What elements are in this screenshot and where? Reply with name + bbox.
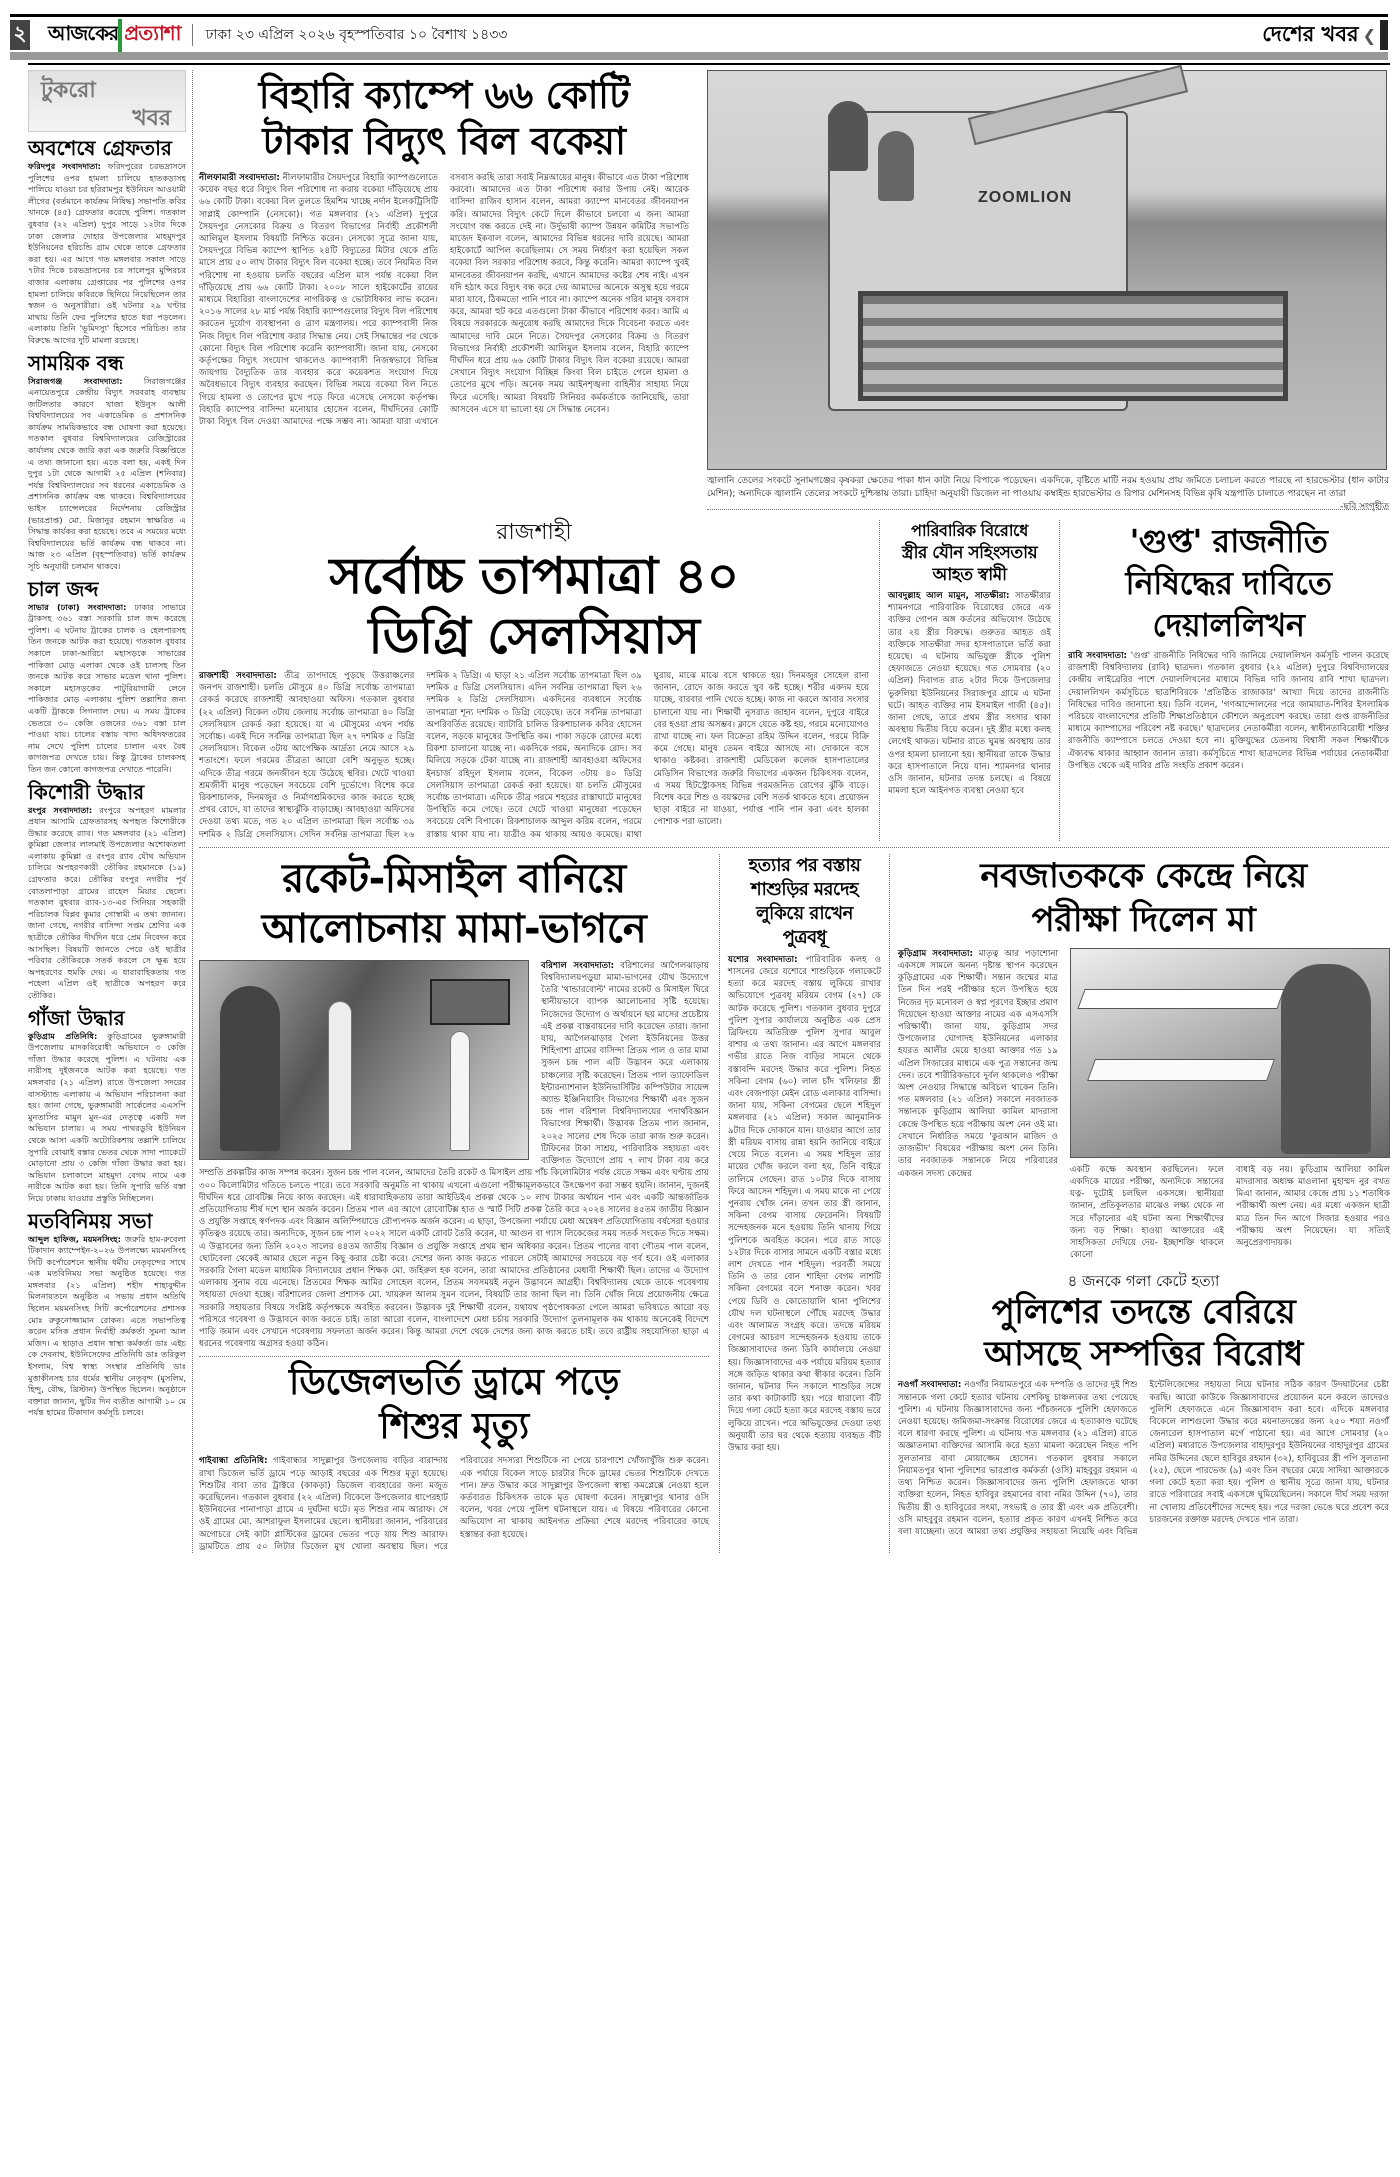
article-body-col2 bbox=[1070, 1164, 1224, 1262]
person-figure bbox=[220, 986, 280, 1151]
sidebar bbox=[28, 70, 186, 1553]
article-body-col3 bbox=[1236, 1164, 1390, 1262]
masthead-shade-bar bbox=[10, 52, 1388, 60]
byline: রাবি সংবাদদাতা: bbox=[1068, 651, 1127, 661]
laptop-shape bbox=[430, 979, 510, 1025]
headline-line: 'গুপ্ত' রাজনীতি bbox=[1129, 522, 1328, 560]
photo-credit: -ছবি সংগৃহীত bbox=[1340, 502, 1389, 512]
body-text: মাতৃত্ব আর পড়াশোনা একসঙ্গে সামলে অনন্য দৃষ্টান্ত স্থাপন করেছেন কুড়িগ্রামের এক শিক্ষার্থী। সন্তান জন্মের মাত্র তিন দিন পরই পরীক্ষার হলে উপস্থিত হয়ে নিজের দৃঢ় মনোবল ও স্বপ্ন পূরণের ইচ্ছার প্রমাণ দিয়েছেন হাওয়া আক্তার নামের এক এসএসসি পরিক্ষার্থী। জানা যায়, কুড়িগ্রাম সদর উপজেলার ঘোগাদহ ইউনিয়নের এলাকার হযরত আলীর মেয়ে হাওয়া আক্তার গত ১৯ এপ্রিল সিজারের মাধ্যমে এক পুত্র সন্তানের জন্ম দেন। তবে শারীরিকভাবে দুর্বল থাকলেও পরীক্ষা অংশ নেওয়ার সিদ্ধান্তে অবিচল থাকেন তিনি। গত মঙ্গলবার (২১ এপ্রিল) সকালে নবজাতক সন্তানকে কুড়িগ্রাম আলিয়া কামিল মাদরাসা কেন্দ্রে উপস্থিত হয়ে পরীক্ষায় অংশ নেন ওই মা। সেখানে নির্ধারিত সময়ে 'কুরআন মাজিদ ও তাজভীদ' বিষয়ের পরীক্ষায় অংশ নেন তিনি। তার নবজাতক সন্তানকে নিয়ে পরিবারের একজন সদস্য কেন্দ্রের bbox=[898, 948, 1058, 1179]
headline-rajshahi bbox=[199, 546, 869, 666]
operator-figure bbox=[878, 131, 914, 201]
article-body-col1 bbox=[898, 948, 1058, 1262]
article-body bbox=[199, 172, 689, 428]
left-stack bbox=[199, 854, 719, 1553]
headline-line: আহত স্বামী bbox=[932, 565, 1007, 585]
harvester-label: ZOOMLION bbox=[978, 189, 1073, 206]
sidebar-item bbox=[28, 577, 186, 776]
main-area bbox=[199, 70, 1389, 1553]
headline-line: স্ত্রীর যৌন সহিংসতায় bbox=[901, 543, 1038, 563]
article-rajshahi bbox=[199, 520, 879, 841]
section-divider bbox=[199, 1356, 709, 1357]
paper-logo bbox=[48, 19, 180, 52]
sidebar-item bbox=[28, 780, 186, 1002]
sidebar-item bbox=[28, 1209, 186, 1420]
sidebar-item-body: জরুরি হাম-রুবেলা টিকাদান ক্যাম্পেইন-২০২৬ উপলক্ষ্যে ময়মনসিংহ সিটি কর্পোরেশনে স্থানীয় ধর্মীয় নেতৃবৃন্দের সাথে এক মতবিনিময় সভা অনুষ্ঠিত হয়েছে। গত মঙ্গলবার (২১ এপ্রিল) শহীদ শাহাবুদ্দীন মিলনায়তনে অনুষ্ঠিত এ সভায় প্রধান অতিথি ছিলেন ময়মনসিংহ সিটি কর্পোরেশনের প্রশাসক মোঃ রুকুনোজ্জামান রোকন। এতে সভাপতিত্ব করেন মসিক প্রধান নির্বাহী কর্মকর্তা সুমনা আল মজিদ। এ ছাড়াও প্রধান স্বাস্থ্য কর্মকর্তা ডাঃ এইচ কে দেবনাথ, ইউনিসেফের প্রতিনিধি ডাঃ তরিকুল ইসলাম, বিশ্ব স্বাস্থ্য সংস্থার প্রতিনিধি ডাঃ মুত্তাকীনসহ চার ধর্মের স্থানীয় নেতৃবৃন্দ (মুসলিম, হিন্দু, বৌদ্ধ, খ্রিস্টান) উপস্থিত ছিলেন। অনুষ্ঠানে বক্তারা জানান, ছুটির দিন ব্যতীত আগামী ১০ মে পর্যন্ত হামের টিকাদান কর্মসূচি চলবে। bbox=[28, 1233, 186, 1418]
sidebar-item-body: রংপুরে অপহরণ মামলার প্রধান আসামি গ্রেফতারসহ অপহৃত কিশোরীকে উদ্ধার করেছে র‌্যাব। গত মঙ্গলবার (২১ এপ্রিল) কুমিল্লা জেলার লালমাই উপজেলার অশোকতলা এলাকায় কুমিল্লা ও রংপুর র‌্যাব যৌথ অভিযান চালিয়ে অপহরণকারী তৌকির রহমানকে (১৯) গ্রেফতার করে। তৌকির রংপুর নগরীর পূর্ব বোতলাপাড়া গ্রামের রাহেল মিয়ার ছেলে। গতকাল বুধবার র‌্যাব-১৩-এর সিনিয়র সহকারী পরিচালক বিপ্লব কুমার গোস্বামী এ তথ্য জানান। জানা গেছে, নগরীর বাসিন্দা সপ্তম শ্রেণির এক ছাত্রীকে তৌকির দীর্ঘদিন ধরে প্রেম নিবেদন করে আসছিল। বিষয়টি জানতে পেরে ওই ছাত্রীর পরিবার তৌকিরকে সতর্ক করলে সে ক্ষুব্ধ হয়ে অপহরণের হুমকি দেয়। এ ধারাবাহিকতায় গত পহেলা এপ্রিল ওই ছাত্রীকে অপহরণ করে তৌকির। bbox=[28, 804, 186, 1000]
headline-newborn bbox=[898, 854, 1389, 942]
row-top bbox=[199, 70, 1389, 514]
chevron-left-icon: ❮ bbox=[1362, 25, 1376, 45]
headline-naogaon bbox=[898, 1291, 1389, 1375]
byline: রাজশাহী সংবাদদাতা: bbox=[199, 671, 277, 681]
article-rocket bbox=[199, 854, 709, 1351]
dateline: ঢাকা ২৩ এপ্রিল ২০২৬ বৃহস্পতিবার ১০ বৈশাখ ১৪৩৩ bbox=[205, 27, 508, 43]
body-text: নীলফামারীর সৈয়দপুরে বিহারি ক্যাম্পগুলোতে কয়েক বছর ধরে বিদ্যুৎ বিল পরিশোধ না করায় বকেয়া দাঁড়িয়েছে প্রায় ৬৬ কোটি টাকা। বকেয়া বিল তুলতে হিমশিম খাচ্ছে নর্দান ইলেকট্রিসিটি সাপ্লাই কোম্পানি (নেসকো)। গত মঙ্গলবার (২১ এপ্রিল) দুপুরে সৈয়দপুর নেসকোর বিক্রয় ও বিতরণ বিভাগের নির্বাহী প্রকৌশলী আলিমুল ইসলাম বিষয়টি নিশ্চিত করেন। নেসকো সূত্রে জানা যায়, সৈয়দপুরে বিভিন্ন ক্যাম্পে স্থাপিত ২৪টি বিদ্যুতের মিটার থেকে প্রতি মাসে প্রায় ৫০ লাখ টাকার বিদ্যুৎ বিল বকেয়া হচ্ছে। তবে নিয়মিত বিল পরিশোধ না হওয়ায় চলতি বছরের এপ্রিল মাস পর্যন্ত বকেয়া বিল দাঁড়িয়েছে প্রায় ৬৬ কোটি টাকা। ২০০৮ সালে হাইকোর্টের রায়ের মাধ্যমে বিহারিরা বাংলাদেশের নাগরিকত্ব ও ভোটাধিকার লাভ করেন। ২০১৬ সালের ২৮ মার্চ পর্যন্ত বিহারি ক্যাম্পগুলোর বিদ্যুৎ বিল পরিশোধ করতেন দুর্যোগ ব্যবস্থাপনা ও ত্রাণ মন্ত্রণালয়। পরে ক্যাম্পবাসী নিজ নিজ বিদ্যুৎ বিল পরিশোধ করার সিদ্ধান্ত নেয়। সেই সিদ্ধান্তের পর থেকে কোনো বিদ্যুৎ বিল পরিশোধ করেনি ক্যাম্পবাসী। জানা যায়, নেসকো কর্তৃপক্ষের বিদ্যুৎ সংযোগ থাকলেও ক্যাম্পবাসী নিজস্বভাবে বিভিন্ন জায়গায় বৈদ্যুতিক তার ব্যবহার করে কয়েকশত সংযোগ দিয়ে অবৈধভাবে বিদ্যুৎ ব্যবহার করছেন। বিভিন্ন সময়ে বকেয়া বিল নিতে গিয়ে হামলা ও তোপের মুখে পড়ে ফিরে এসেছে নেসকো কর্তৃপক্ষ। বিহারি ক্যাম্পের বাসিন্দা মনোয়ার হোসেন বলেন, দীর্ঘদিনের কোটি টাকা বিদ্যুৎ বিল দেওয়া আমাদের পক্ষে সম্ভব না। আমরা যারা এখানে বসবাস করছি তারা সবাই নিম্নআয়ের মানুষ। কীভাবে এত টাকা পরিশোধ করবো। আমাদের এত টাকা পরিশোধ করার উপায় নেই। আরেক বাসিন্দা রাজিব হাসান বলেন, আমরা ক্যাম্পে মানবেতর জীবনযাপন করি। আমাদের বিদ্যুৎ কেটে দিলে কীভাবে চলবো এ জন্য আমরা সংযোগ বন্ধ করতে দেই না। উর্দুভাষী ক্যাম্প উন্নয়ন কমিটির সভাপতি মাজেদ ইকবাল বলেন, আমাদের বিভিন্ন ধরনের দাবি রয়েছে। আমরা হাইকোর্টে আপিল করেছিলাম। সে সময় নির্ধারণ করা হয়েছিল সকল বকেয়া বিল সরকার পরিশোধ করবে, কিন্তু করেনি। আমরা ক্যাম্পে খুবই মানবেতর জীবনযাপন করছি, এখানে আমাদের কষ্টের শেষ নাই। এখন যদি হঠাৎ করে বিদ্যুৎ বন্ধ করে দেয় আমাদের অনেকে অসুস্থ হয়ে গরমে মারা যাবে, ঠিকমতো পানি পাবে না। ক্যাম্পে অনেক গরিব মানুষ বসবাস করে, আমরা হুট করে এতগুলো টাকা কীভাবে পরিশোধ করব। আমি এ বিষয়ে সরকারকে অনুরোধ করছি আমাদের দিকে বিবেচনা করতে এবং আমাদের দাবি মেনে নিতে। সৈয়দপুর নেসকোর বিক্রয় ও বিতরণ বিভাগের নির্বাহী প্রকৌশলী আলিমুল ইসলাম বলেন, বিহারি ক্যাম্পে দীর্ঘদিন ধরে প্রায় ৬৬ কোটি টাকার বিদ্যুৎ বিল বকেয়া রয়েছে। আমরা সেখানে বিদ্যুৎ সংযোগ বিচ্ছিন্ন কিংবা বিল চাইতে গেলে হামলা ও তোপের মুখে পড়ি। অনেক সময় আইনশৃঙ্খলা বাহিনীর সাহায্য নিয়ে ফিরে এসেছি। আমরা বিষয়টি সিনিয়র কর্মকর্তাকে জানিয়েছি, তারা আসবেন এসে যা ভালো হয় সে সিদ্ধান্ত নেবেন। bbox=[199, 173, 689, 428]
article-spouse-attack bbox=[879, 520, 1059, 841]
headline-line: আলোচনায় মামা-ভাগনে bbox=[261, 905, 647, 952]
page-number: ২ bbox=[13, 20, 27, 45]
sidebar-item-byline: রংপুর সংবাদদাতা: bbox=[28, 804, 93, 815]
sidebar-item-byline: কুড়িগ্রাম প্রতিনিধি: bbox=[28, 1030, 98, 1041]
article-body bbox=[888, 590, 1051, 797]
sidebar-banner-line2: খবর bbox=[132, 106, 171, 131]
harvester-header bbox=[858, 291, 1288, 401]
photo-caption bbox=[707, 475, 1389, 512]
rocket-shape bbox=[450, 1031, 470, 1151]
sidebar-divider bbox=[192, 70, 193, 1553]
headline-bihari bbox=[199, 72, 689, 164]
rocket-shape bbox=[328, 1001, 352, 1151]
sidebar-item bbox=[28, 1006, 186, 1205]
byline: যশোর সংবাদদাতা: bbox=[728, 954, 798, 965]
newborn-grid bbox=[898, 948, 1389, 1262]
byline: নীলফামারী সংবাদদাতা: bbox=[199, 173, 280, 183]
headline-line: পরীক্ষা দিলেন মা bbox=[1031, 899, 1256, 940]
headline-line: দেয়াললিখন bbox=[1152, 606, 1305, 644]
row-bottom bbox=[199, 854, 1389, 1553]
newborn-right bbox=[1070, 948, 1390, 1262]
headline-line: শিশুর মৃত্যু bbox=[379, 1406, 529, 1448]
body-text: তীব্র তাপদাহে পুড়ছে উত্তরাঞ্চলের জনপদ রাজশাহী। চলতি মৌসুমে ৪০ ডিগ্রি সর্বোচ্চ তাপমাত্রা রেকর্ড করেছে রাজশাহী আবহাওয়া অফিস। গতকাল বুধবার (২২ এপ্রিল) বিকেল ৩টায় জেলায় সর্বোচ্চ তাপমাত্রা ৪০ ডিগ্রি সেলসিয়াস রেকর্ড করা হয়েছে। যা এ মৌসুমের এখন পর্যন্ত সর্বোচ্চ। একই দিনে সর্বনিম্ন তাপমাত্রা ছিল ২৭ দশমিক ৫ ডিগ্রি সেলসিয়াস। বিকেল ৩টায় আপেক্ষিক আর্দ্রতা নেমে আসে ২৯ শতাংশে। ফলে গরমের তীব্রতা আরো বেশি অনুভূত হচ্ছে। এদিকে তীব্র গরমে জনজীবন হয়ে উঠেছে স্থবির। খেটে খাওয়া শ্রমজীবী মানুষ পড়েছেন সবচেয়ে বেশি দুর্ভোগে। বিশেষ করে রিকশাচালক, দিনমজুর ও নির্মাণশ্রমিকদের কাজ করতে হচ্ছে প্রখর রোদে, যা তাদের স্বাস্থ্যঝুঁকি বাড়াচ্ছে। আবহাওয়া অফিসের দেওয়া তথ্য মতে, গত ২০ এপ্রিল তাপমাত্রা ছিল সর্বোচ্চ ৩৯ দশমিক ২ ডিগ্রি সেলসিয়াস। সেদিন সর্বনিম্ন তাপমাত্রা ছিল ২৬ দশমিক ২ ডিগ্রি। এ ছাড়া ২১ এপ্রিল সর্বোচ্চ তাপমাত্রা ছিল ৩৯ দশমিক ৫ ডিগ্রি সেলসিয়াস। এদিন সর্বনিম্ন তাপমাত্রা ছিল ২৬ দশমিক ২ ডিগ্রি সেলসিয়াস। একদিনের ব্যবধানে সর্বোচ্চ তাপমাত্রা শূন্য দশমিক ৩ ডিগ্রি বেড়েছে। তবে সর্বনিম্ন তাপমাত্রা অপরিবর্তিত রয়েছে। ব্যাটারি চালিত রিকশাচালক কবির হোসেন বলেন, সড়কে মানুষের উপস্থিতি কম। পাকা সড়কে রোদের মধ্যে রিকশা চালানো যাচ্ছে না। একদিকে গরম, অন্যদিকে রোদ। সব মিলিয়ে সড়কে টেকা যাচ্ছে না। রাজশাহী আবহাওয়া অফিসের ইনচার্জ রহিদুল ইসলাম বলেন, বিকেল ৩টায় ৪০ ডিগ্রি সেলসিয়াস তাপমাত্রা রেকর্ড করা হয়েছে। যা চলতি মৌসুমের সর্বোচ্চ তাপমাত্রা। এদিকে তীব্র গরমে শহরের রাস্তাঘাটে মানুষের উপস্থিতি কমে গেছে। তবে খেটে খাওয়া মানুষেরা পড়েছেন সবচেয়ে বেশি বিপাকে। রিকশাচালক আব্দুল করিম বলেন, গরমে রাস্তায় থাকা যায় না। যাত্রীও কম থাকায় আয়ও কমেছে। মাথা ঘুরায়, মাঝে মাঝে বসে থাকতে হয়। দিনমজুর সোহেল রানা জানান, রোদে কাজ করতে খুব কষ্ট হচ্ছে। শরীর একদম হয়ে যাচ্ছে, বারবার পানি খেতে হচ্ছে। কাজ না করলে আবার সংসার চালানো যায় না। শিক্ষার্থী নুসরাত জাহান বলেন, দুপুরে বাইরে বের হওয়া প্রায় অসম্ভব। ক্লাসে যেতে কষ্ট হয়, গরমে মনোযোগও রাখা যাচ্ছে না। ফল বিক্রেতা রহিম উদ্দিন বলেন, গরমে বিক্রি কমে গেছে। মানুষ তেমন বাইরে আসছে না। দোকানে বসে থাকাও কষ্টকর। রাজশাহী মেডিকেল কলেজ হাসপাতালের মেডিসিন বিভাগের জরুরি বিভাগের একজন চিকিৎসক বলেন, এ সময় হিটস্ট্রোকসহ বিভিন্ন গরমজনিত রোগের ঝুঁকি বাড়ে। বিশেষ করে শিশু ও বয়স্কদের বেশি সতর্ক থাকতে হবে। প্রয়োজন ছাড়া বাইরে না যাওয়া, পর্যাপ্ত পানি পান করা এবং হালকা পোশাক পরা ভালো। bbox=[199, 671, 869, 840]
sidebar-item-body: কুড়িগ্রামের ভুরুঙ্গামারী উপজেলায় মাদকবিরোধী অভিযানে ৩ কেজি গাঁজা উদ্ধার করেছে পুলিশ। এ ঘটনায় এক নারীসহ দুইজনকে আটক করা হয়েছে। গত মঙ্গলবার (২১ এপ্রিল) রাতে উপজেলা সদরের বাসস্ট্যান্ড এলাকায় এ অভিযান পরিচালনা করা হয়। জানা গেছে, ভুরুঙ্গামারী সার্কেলের এএসপি মুনতাসির মামুন মুন-এর নেতৃত্বে একটি দল অভিযান চালায়। এ সময় পাথরডুবি ইউনিয়ন থেকে আসা একটি অটোরিকশায় তল্লাশি চালিয়ে সুপারি বোঝাই বস্তার ভেতর থেকে সাদা প্যাকেটে মোড়ানো প্রায় ৩ কেজি গাঁজা উদ্ধার করা হয়। অভিযান চলাকালে মাহমুদা বেগম নামে এক নারীকে আটক করা হয়। তিনি সুপারি ভর্তি বস্তা নিয়ে ঢাকায় যাওয়ার প্রস্তুতি নিচ্ছিলেন। bbox=[28, 1030, 187, 1203]
body-text: 'গুপ্ত' রাজনীতি নিষিদ্ধের দাবি জানিয়ে দেয়াললিখন কর্মসূচি পালন করেছে রাজশাহী বিশ্ববিদ্যালয় (রাবি) ছাত্রদল। গতকাল বুধবার (২২ এপ্রিল) দুপুরে বিশ্ববিদ্যালয়ের কেন্দ্রীয় লাইব্রেরির পাশে দেয়াললিখনের মাধ্যমে বিভিন্ন দাবি জানায় রাবি শাখা ছাত্রদল। দেয়াললিখন কর্মসূচিতে ছাত্রশিবিরকে 'প্রতিষ্ঠিত রাজাকার' আখ্যা দিয়ে তাদের রাজনীতি নিষিদ্ধের দাবিও জানানো হয়। তিনি বলেন, 'গণআন্দোলনের পরে জামায়াত-শিবির ইসলামিক পরিচয়ে বাংলাদেশের প্রতিটি শিক্ষাপ্রতিষ্ঠানে কৌশলে অনুপ্রবেশ করছে। তারা গুপ্ত রাজনীতির মাধ্যমে ক্যাম্পাসের পরিবেশ নষ্ট করছে।' ছাত্রদলের নেতাকর্মীরা বলেন, স্বাধীনতাবিরোধী শক্তির রাজনীতি ক্যাম্পাসে চলতে দেওয়া হবে না। মুক্তিযুদ্ধের চেতনায় বিশ্বাসী সকল শিক্ষার্থীকে ঐক্যবদ্ধ থাকার আহ্বান জানান তারা। কর্মসূচিতে শাখা ছাত্রদলের বিভিন্ন পর্যায়ের নেতাকর্মীরা উপস্থিত থেকে এই দাবির প্রতি সংহতি প্রকাশ করেন। bbox=[1068, 651, 1389, 771]
headline-line: লুকিয়ে রাখেন bbox=[756, 902, 853, 924]
headline-line: ডিজেলভর্তি ড্রামে পড়ে bbox=[289, 1362, 619, 1404]
section-marker bbox=[1380, 20, 1388, 50]
sidebar-item-body: ঢাকার সাভারে ট্রাকসহ ৩৬১ বস্তা সরকারি চাল জব্দ করেছে পুলিশ। এ ঘটনায় ট্রাকের চালক ও হেলপারসহ তিন জনকে আটক করা হয়েছে। গতকাল বুধবার সকালে ঢাকা-আরিচা মহাসড়কে সাভারের পাকিজা মোড় এলাকা থেকে ওই চালসহ তিন জনকে আটক করে সাভার মডেল থানা পুলিশ। সকালে মহাসড়কের পাটুরিয়াগামী লেনে পাকিজার মোড় এলাকায় পুলিশ তল্লাশির জন্য একটি ট্রাককে সিগন্যাল দেয়। এ সময় ট্রাকের ভেতরে ৩০ কেজি ওজনের ৩৬১ বস্তা চাল পাওয়া যায়। চালের বস্তায় খাদ্য অধিদফতরের নাম দেখে পুলিশ চালের চালান এবং বৈধ কাগজপত্র দেখতে চায়। কিন্তু ট্রাকের চালকসহ তিন জন কোনো কাগজপত্র দেখাতে পারেনি। bbox=[28, 601, 186, 774]
photo-harvester-block bbox=[699, 70, 1389, 514]
byline: আবদুল্লাহ আল মামুন, সাতক্ষীরা: bbox=[888, 591, 1010, 601]
article-body bbox=[199, 670, 869, 841]
byline: গাইবান্ধা প্রতিনিধি: bbox=[199, 1456, 268, 1467]
desk-shape bbox=[1087, 1059, 1275, 1081]
sidebar-item-body: ফরিদপুরের চরভদ্রাসনে পুলিশের ওপর হামলা চালিয়ে হাতকড়াসহ পালিয়ে যাওয়া চর হরিরামপুর ইউনিয়ন আওয়ামী লীগের (বর্তমানে কার্যক্রম নিষিদ্ধ) সভাপতি কবির খানকে (৪৫) গ্রেফতার করেছে পুলিশ। গতকাল বুধবার (২২ এপ্রিল) দুপুর সাড়ে ১২টার দিকে ঢাকা জেলার দোহার উপজেলার মাহমুদপুর ইউনিয়নের হরিচন্ডি গ্রাম থেকে তাকে গ্রেফতার করা হয়। এর আগে গত মঙ্গলবার সকাল সাড়ে ৭টার দিকে চরভদ্রাসনের চর সালেপুর মুন্সিরচর বাজার এলাকায় গ্রেপ্তারের পর পুলিশের ওপর হামলা চালিয়ে কবিরকে ছিনিয়ে নিয়েছিলেন তার স্বজন ও অনুসারীরা। ওই ঘটনার ২৯ ঘণ্টার মাথায় তিনি ফের পুলিশের হাতে ধরা পড়লেন। এলাকায় তিনি 'ভূমিদস্যু' হিসেবে পরিচিত। তার বিরুদ্ধে আগের দুটি মামলা রয়েছে। bbox=[28, 161, 186, 345]
caption-text: জ্বালানি তেলের সংকটে সুনামগঞ্জের কৃষকরা ক্ষেতের পাকা ধান কাটা নিয়ে বিপাকে পড়েছেন। একদিকে, বৃষ্টিতে মাটি নরম হওয়ায় প্রায় জমিতে চলাচল করতে পারছে না হারভেস্টার (ধান কাটার মেশিন); অন্যদিকে জ্বালানি তেলের সংকটে দুশ্চিন্তায় তারা। চাহিদা অনুযায়ী ডিজেল না পাওয়ায় কম্বাইন্ড হারভেস্টার ও রিপার মেশিনসহ বিভিন্ন কৃষি যন্ত্রপাতি চালাতে পারছেন না তারা bbox=[707, 476, 1389, 499]
sidebar-item-byline: আব্দুল হাফিজ, ময়মনসিংহ: bbox=[28, 1233, 121, 1244]
exam-hall-photo bbox=[1070, 948, 1390, 1158]
article-body bbox=[1068, 650, 1389, 772]
sidebar-banner bbox=[28, 70, 186, 132]
article-gupto bbox=[1059, 520, 1389, 841]
body-text: বাধাই বড় নয়। কুড়িগ্রাম আলিয়া কামিল মাদরাসার অধ্যক্ষ মাওলানা মুহাম্মদ নুর বখত মিএা জানান, আমার কেন্দ্রে প্রায় ১১ শতাধিক পরীক্ষার্থী অংশ নেয়। এর মধ্যে একজন ছাত্রী মাত্র তিন দিন আগে সিজার হওয়ার পরও পরীক্ষায় অংশ নিয়েছেন। যা সত্যিই অনুপ্রেরণাদায়ক। bbox=[1236, 1164, 1390, 1249]
sidebar-item-title: গাঁজা উদ্ধার bbox=[28, 1005, 125, 1030]
right-stack bbox=[889, 854, 1389, 1553]
sidebar-item-title: কিশোরী উদ্ধার bbox=[28, 779, 145, 804]
headline-line: ডিগ্রি সেলসিয়াস bbox=[368, 607, 700, 665]
headline-line: রকেট-মিসাইল বানিয়ে bbox=[282, 855, 626, 902]
page-number-badge bbox=[10, 20, 30, 50]
headline-diesel-drum bbox=[199, 1361, 709, 1449]
headline-rocket bbox=[199, 854, 709, 954]
article-body bbox=[898, 1379, 1389, 1538]
sidebar-item-byline: সিরাজগঞ্জ সংবাদদাতা: bbox=[28, 375, 123, 386]
top-rule bbox=[10, 14, 1388, 17]
section-divider bbox=[199, 847, 1389, 848]
kicker-rajshahi: রাজশাহী bbox=[496, 520, 572, 545]
sidebar-item-body: সিরাজগঞ্জের এনায়েতপুরে কেন্দ্রীয় বিদ্যুৎ সরবরাহ ব্যবস্থায় জটিলতার কারণে খাজা ইউনুস আলী বিশ্ববিদ্যালয়ের সব একাডেমিক ও প্রশাসনিক কার্যক্রম সাময়িকভাবে বন্ধ ঘোষণা করা হয়েছে। গতকাল বুধবার বিশ্ববিদ্যালয়ের রেজিস্ট্রারের কার্যালয় থেকে জারি করা এক জরুরি বিজ্ঞপ্তিতে এ তথ্য জানানো হয়। এতে বলা হয়, একই দিন দুপুর ১টা থেকে আগামী ২৫ এপ্রিল (শনিবার) পর্যন্ত বিশ্ববিদ্যালয়ের সব ধরনের একাডেমিক ও প্রশাসনিক কার্যক্রম বন্ধ থাকবে। বিশ্ববিদ্যালয়ের ভাইস চ্যান্সেলরের নির্দেশনায় রেজিস্ট্রার (ভারপ্রাপ্ত) মো. মিজানুর রহমান স্বাক্ষরিত এ সিদ্ধান্ত কার্যকর করা হয়েছে। তবে এ সময়ের মধ্যে বিশ্ববিদ্যালয়ের ভর্তি কার্যক্রম বন্ধ থাকবে না। আজ ২৩ এপ্রিল (বৃহস্পতিবার) ভর্তি কার্যক্রম সূচি অনুযায়ী চলমান থাকবে। bbox=[28, 375, 186, 571]
sidebar-item-byline: ফরিদপুর সংবাদদাতা: bbox=[28, 161, 101, 171]
headline-line: পারিবারিক বিরোধে bbox=[911, 521, 1028, 540]
student-figure bbox=[1281, 964, 1371, 1154]
sidebar-banner-line1: টুকরো bbox=[41, 78, 96, 103]
rocket-photo bbox=[199, 960, 529, 1160]
article-newborn bbox=[898, 854, 1389, 1262]
byline: বরিশাল সংবাদদাতা: bbox=[541, 960, 615, 971]
sidebar-item-byline: সাভার (ঢাকা) সংবাদদাতা: bbox=[28, 601, 127, 612]
article-naogaon bbox=[898, 1271, 1389, 1538]
article-bihari bbox=[199, 70, 699, 514]
headline-line: টাকার বিদ্যুৎ বিল বকেয়া bbox=[262, 119, 626, 163]
body-text: পারিবারিক কলহ ও শাসনের জেরে যশোরে শাশুড়িকে গলাকেটে হত্যা করে মরদেহ বস্তায় লুকিয়ে রাখার অভিযোগে পুত্রবধূ মরিয়ম বেগম (২৭) কে আটক করেছে পুলিশ। গতকাল বুধবার দুপুরে পুলিশ সুপার কার্যালয়ে অনুষ্ঠিত এক প্রেস ব্রিফিংয়ে অতিরিক্ত পুলিশ সুপার আবুল বাশার এ তথ্য জানান। এর আগে মঙ্গলবার গভীর রাতে নিজ বাড়ির সামনে থেকে বস্তাবন্দি মরদেহ উদ্ধার করে পুলিশ। নিহত সকিনা বেগম (৬০) লাল চাঁদ খলিফার স্ত্রী এবং বেজপাড়া মেইন রোড এলাকার বাসিন্দা। জানা যায়, সকিনা বেগমের ছেলে শহিদুল মঙ্গলবার (২১ এপ্রিল) সকাল আনুমানিক ৯টার দিকে দোকানে যান। যাওয়ার আগে তার স্ত্রী মরিয়ম বাসায় রান্না হয়নি জানিয়ে বাইরে খেয়ে নিতে বলেন। এ সময় শহিদুল তার মায়ের খোঁজ করলে বলা হয়, তিনি বাইরে তালিমে গেছেন। রাত ১০টার দিকে বাসায় ফিরে আসেন শহিদুল। এ সময় মাকে না পেয়ে পুনরায় খোঁজ নেন। তখন তার স্ত্রী জানান, সকিনা বেগম বাসায় ফেরেননি। বিষয়টি সন্দেহজনক মনে হওয়ায় তিনি থানায় গিয়ে পুলিশকে অবহিত করেন। পরে রাত সাড়ে ১২টার দিকে বাসার সামনে একটি বস্তার মধ্যে লাশ দেখতে পান শহিদুল। পরবর্তী সময়ে তিনি ও তার বোন শাহিদা বেগম লাশটি সকিনা বেগমের বলে শনাক্ত করেন। খবর পেয়ে ডিবি ও কোতোয়ালি থানা পুলিশের যৌথ দল ঘটনাস্থলে পৌঁছে মরদেহ উদ্ধার এবং আলামত সংগ্রহ করে। তদন্তে মরিয়ম বেগমের আচরণ সন্দেহজনক হওয়ায় তাকে জিজ্ঞাসাবাদের জন্য ডিবি কার্যালয়ে নেওয়া হয়। জিজ্ঞাসাবাদের এক পর্যায়ে মরিয়ম হত্যার সঙ্গে জড়িত থাকার কথা স্বীকার করেন। তিনি জানান, ঘটনার দিন সকালে শাশুড়ির সঙ্গে তার কথা কাটাকাটি হয়। পরে ধারালো বঁটি দিয়ে গলা কেটে হত্যা করে মরদেহ বস্তায় ভরে লুকিয়ে রাখেন। পরে অভিযুক্তের দেওয়া তথ্য অনুযায়ী তার ঘর থেকে হত্যায় ব্যবহৃত বঁটি উদ্ধার করা হয়। bbox=[728, 954, 882, 1453]
article-body bbox=[728, 954, 881, 1454]
article-mother-in-law bbox=[719, 854, 889, 1553]
headline-line: হত্যার পর বস্তায় bbox=[748, 854, 861, 876]
kicker-naogaon: ৪ জনকে গলা কেটে হত্যা bbox=[1067, 1272, 1220, 1291]
body-text: গাইবান্ধার সাদুল্লাপুর উপজেলায় বাড়ির বারান্দায় রাখা ডিজেল ভর্তি ড্রামে পড়ে আড়াই বছরের এক শিশুর মৃত্যু হয়েছে। শিশুটির বাবা তার ট্রাক্টরে (কাকড়া) ডিজেল ব্যবহারের জন্য মজুত করেছিলেন। গতকাল বুধবার (২২ এপ্রিল) বিকেলে উপজেলার ধাপেরহাট ইউনিয়নের পানাপাড়া গ্রামে এ দুর্ঘটনা ঘটে। মৃত শিশুর নাম আরাফ। সে ওই গ্রামের মো. আশরাফুল ইসলামের ছেলে। স্থানীয়রা জানান, পরিবারের অগোচরে সেই কাটা প্লাস্টিকের ড্রামের ভেতর পড়ে যায় শিশু আরাফ। ড্রামটিতে প্রায় ৫০ লিটার ডিজেল মুখ খোলা অবস্থায় ছিল। পরে পরিবারের সদস্যরা শিশুটিকে না পেয়ে চারপাশে খোঁজাখুঁজি শুরু করেন। এক পর্যায়ে বিকেল সাড়ে চারটার দিকে ড্রামের ভেতর শিশুটিকে দেখতে পান। দ্রুত উদ্ধার করে সাদুল্লাপুর উপজেলা স্বাস্থ্য কমপ্লেক্সে নেওয়া হলে কর্তব্যরত চিকিৎসক তাকে মৃত ঘোষণা করেন। সাদুল্লাপুর থানার ওসি বলেন, খবর পেয়ে পুলিশ ঘটনাস্থলে যায়। এ বিষয়ে পরিবারের কোনো অভিযোগ না থাকায় আইনগত প্রক্রিয়া শেষে মরদেহ পরিবারের কাছে হস্তান্তর করা হয়েছে। bbox=[199, 1456, 709, 1552]
page-body bbox=[28, 70, 1390, 1553]
headline-line: পুত্রবধূ bbox=[782, 926, 827, 948]
masthead-divider bbox=[192, 24, 193, 46]
sidebar-item-title: মতবিনিময় সভা bbox=[28, 1208, 153, 1233]
masthead-rule bbox=[28, 63, 1390, 65]
headline-line: বিহারি ক্যাম্পে ৬৬ কোটি bbox=[258, 73, 630, 117]
headline-gupto bbox=[1068, 520, 1389, 646]
section-divider bbox=[707, 509, 1389, 510]
sidebar-item-title: চাল জব্দ bbox=[28, 576, 99, 601]
headline-line: সর্বোচ্চ তাপমাত্রা ৪০ bbox=[329, 547, 739, 605]
desk-shape bbox=[1077, 989, 1284, 1009]
headline-line: নবজাতককে কেন্দ্রে নিয়ে bbox=[980, 855, 1307, 896]
headline-spouse-attack bbox=[888, 520, 1051, 586]
headline-line: শাশুড়ির মরদেহ bbox=[750, 878, 859, 900]
byline: নওগাঁ সংবাদদাতা: bbox=[898, 1380, 962, 1391]
row-middle bbox=[199, 520, 1389, 841]
sidebar-item bbox=[28, 351, 186, 573]
operator-figure bbox=[828, 101, 868, 171]
sidebar-item-title: সাময়িক বন্ধ bbox=[28, 350, 124, 375]
paper-name-part2: প্রত্যাশা bbox=[118, 19, 180, 52]
harvester-photo bbox=[707, 70, 1387, 470]
body-text: বরিশালের আগৈলঝাড়ায় বিশ্ববিদ্যালয়পড়ুয়া মামা-ভাগনের যৌথ উদ্যোগে তৈরি 'থান্ডারবোল্ট' নামের রকেট ও মিসাইল ঘিরে স্থানীয়ভাবে ব্যাপক আলোচনার সৃষ্টি হয়েছে। নিজেদের উদ্যোগ ও অর্থায়নে ছয় মাসের প্রচেষ্টায় এই প্রকল্প বাস্তবায়নের দাবি করেছেন তারা। জানা যায়, আগৈলঝাড়ার গৈলা ইউনিয়নের উত্তর শিহিপাশা গ্রামের বাসিন্দা প্রিতম পাল ও তার মামা সুজন চন্দ্র পাল এটি উদ্ভাবন করে এলাকায় চাঞ্চল্যের সৃষ্টি করেছেন। প্রিতম পাল ড্যাফোডিল ইন্টারন্যাশনাল ইউনিভার্সিটির কম্পিউটার সায়েন্স অ্যান্ড ইঞ্জিনিয়ারিং বিভাগের শিক্ষার্থী এবং সুজন চন্দ্র পাল বরিশাল বিশ্ববিদ্যালয়ের পদার্থবিজ্ঞান বিভাগের শিক্ষার্থী। উদ্ভাবক প্রিতম পাল জানান, ২০২৫ সালের শেষ দিকে তারা কাজ শুরু করেন। টিফিনের টাকা সাশ্রয়, পারিবারিক সহায়তা এবং ব্যক্তিগত উদ্যোগে প্রায় ৭ লাখ টাকা ব্যয় করে সম্প্রতি প্রকল্পটির কাজ সম্পন্ন করেন। সুজন চন্দ্র পাল বলেন, আমাদের তৈরি রকেট ও মিসাইল প্রায় পাঁচ কিলোমিটার পর্যন্ত যেতে সক্ষম এবং ঘণ্টায় প্রায় ৩০০ কিলোমিটার গতিতে চলতে পারে। তবে সরকারি অনুমতি না থাকায় এখনো এগুলো পরীক্ষামূলকভাবে উৎক্ষেপণ করা সম্ভব হয়নি। জানান, দুজনই দীর্ঘদিন ধরে রোবটিক্স নিয়ে কাজ করছেন। এই ধারাবাহিকতায় তারা আইডিইএ প্রকল্প থেকে ১০ লাখ টাকার অর্থায়ন পান এবং একটি আন্তর্জাতিক প্রতিযোগিতায় শীর্ষ দশে স্থান অর্জন করেন। প্রিতম পাল এর আগে রোবোটিক্স হাত ও স্মার্ট সিটি প্রকল্প তৈরি করে ২০২৪ সালের ৪৫তম জাতীয় বিজ্ঞান ও প্রযুক্তি সপ্তাহে স্বর্ণপদক এবং বিজ্ঞান অলিম্পিয়াডে রৌপ্যপদক অর্জন করেন। এ ছাড়া, উপজেলা পর্যায়ে মেধা অন্বেষণ প্রতিযোগিতায় বর্ষসেরা হওয়ার কৃতিত্বও রয়েছে তার। অন্যদিকে, সুজন চন্দ্র পাল ২০২২ সালে একটি রোবট তৈরি করেন, যা আগুন বা গ্যাস লিকেজের সময় সতর্ক সংকেত দিতে সক্ষম। এ উদ্ভাবনের জন্য তিনি ২০২৩ সালের ৪৪তম জাতীয় বিজ্ঞান ও প্রযুক্তি সপ্তাহে প্রথম স্থান অধিকার করেন। প্রিতম পালের বাবা গৌতম পাল বলেন, ছোটবেলা থেকেই আমার ছেলে নতুন কিছু করার চেষ্টা করে। দেশের জন্য কাজ করতে পারলে সেটাই আমাদের সবচেয়ে বড় গর্ব হবে। ওই এলাকার সরকারি গৈলা মডেল মাধ্যমিক বিদ্যালয়ের প্রধান শিক্ষক মো. জহিরুল হক বলেন, তারা আমাদের প্রতিষ্ঠানের মেধাবী শিক্ষার্থী ছিল। তাদের এ উদ্যোগ এলাকায় সুনাম বয়ে এনেছে। প্রিতমের শিক্ষক আমির সোহেল বলেন, প্রিতম সবসময়ই নতুন উদ্ভাবনে আগ্রহী। বিশ্ববিদ্যালয় থেকে তাকে গবেষণায় সহায়তা দেওয়া হচ্ছে। বরিশালের জেলা প্রশাসক মো. খায়রুল আলম সুমন বলেন, বিষয়টি তার জানা ছিল না। তিনি খোঁজ নিয়ে প্রয়োজনীয় ক্ষেত্রে সরকারি সহায়তার বিষয়ে সংশ্লিষ্ট কর্তৃপক্ষকে অবহিত করবেন। উদ্ভাবক দুই শিক্ষার্থী বলেন, যথাযথ পৃষ্ঠপোষকতা পেলে আমরা ভবিষ্যতে আরো বড় পরিসরে গবেষণা ও উদ্ভাবনে কাজ করতে চাই। তারা আরো বলেন, বাংলাদেশে মেধা চর্চায় সরকারি উদ্যোগ তুলনামূলক কম থাকায় অনেকেই বিদেশে পাড়ি জমান এবং সেখানে গবেষণায় সফলতা অর্জন করেন। কিন্তু আমরা দেশে থেকে দেশের জন্য কাজ করতে চাই। তবে রাষ্ট্রীয় সহযোগিতা ছাড়া এ ধরনের গবেষণায় অগ্রসর হওয়া কঠিন। bbox=[199, 960, 709, 1350]
byline: কুড়িগ্রাম সংবাদদাতা: bbox=[898, 948, 973, 959]
article-diesel-drum bbox=[199, 1361, 709, 1553]
sidebar-item-title: অবশেষে গ্রেফতার bbox=[28, 136, 172, 160]
article-body bbox=[199, 1455, 709, 1553]
paper-name-part1: আজকের bbox=[48, 20, 119, 45]
body-text: সাতক্ষীরার শ্যামনগরে পারিবারিক বিরোধের জেরে এক ব্যক্তির গোপন অঙ্গ কর্তনের অভিযোগ উঠেছে তার ২য় স্ত্রীর বিরুদ্ধে। গুরুতর আহত ওই ব্যক্তিকে সাতক্ষীরা সদর হাসপাতালে ভর্তি করা হয়েছে। এ ঘটনায় অভিযুক্ত স্ত্রীকে পুলিশ হেফাজতে নেওয়া হয়েছে। গত সোমবার (২০ এপ্রিল) দিবাগত রাত ২টার দিকে উপজেলার ভুরুলিয়া ইউনিয়নের সিরাজপুর গ্রামে এ ঘটনা ঘটে। আহত ব্যক্তির নাম ইসমাইল গাজী (৪৫)। জানা গেছে, তারে প্রথম স্ত্রীর সংসার থাকা অবস্থায় দ্বিতীয় বিয়ে করেন। দুই স্ত্রীর মধ্যে কলহ লেগেই থাকত। ঘটনার রাতে ঘুমন্ত অবস্থায় তার ওপর হামলা চালানো হয়। স্থানীয়রা তাকে উদ্ধার করে হাসপাতালে নিয়ে যান। শ্যামনগর থানার ওসি জানান, ঘটনার তদন্ত চলছে। এ বিষয়ে মামলা হলে আইনগত ব্যবস্থা নেওয়া হবে bbox=[888, 591, 1051, 797]
masthead bbox=[10, 20, 1388, 50]
sidebar-item bbox=[28, 136, 186, 347]
headline-line: পুলিশের তদন্তে বেরিয়ে bbox=[991, 1292, 1296, 1333]
headline-mother-in-law bbox=[728, 854, 881, 950]
headline-line: নিষিদ্ধের দাবিতে bbox=[1125, 564, 1332, 602]
body-text: নওগাঁর নিয়ামতপুরে এক দম্পতি ও তাদের দুই শিশু সন্তানকে গলা কেটে হত্যার ঘটনায় বেশকিছু চাঞ্চল্যকর তথ্য পেয়েছে পুলিশ। এ ঘটনায় জিজ্ঞাসাবাদের জন্য পাঁচজনকে পুলিশি হেফাজতে নেওয়া হয়েছে। জমিজমা-সংক্রান্ত বিরোধের জেরে এ হত্যাকাণ্ড ঘটেছে বলে ধারণা করছে পুলিশ। এ ঘটনায় গত মঙ্গলবার (২১ এপ্রিল) রাতে অজ্ঞাতনামা ব্যক্তিদের আসামি করে হত্যা মামলা করেছেন নিহত পপি সুলতানার বাবা মোয়াজ্জেম হোসেন। গতকাল বুধবার সকালে নিয়ামতপুর থানা পুলিশের ভারপ্রাপ্ত কর্মকর্তা (ওসি) মাহবুবুর রহমান এ তথ্য নিশ্চিত করেন। জিজ্ঞাসাবাদের জন্য পুলিশি হেফাজতে থাকা ব্যক্তিরা হলেন, নিহত হাবিবুর রহমানের বাবা নমির উদ্দিন (৭০), তার দ্বিতীয় স্ত্রী ও হাবিবুরের সৎমা, সৎভাই ও তার স্ত্রী এবং এক প্রতিবেশী। ওসি মাহবুবুর রহমান বলেন, হত্যার প্রকৃত কারণ এখনই নিশ্চিত করে বলা যাচ্ছেনা। তবে আমরা তথ্য প্রযুক্তির সহায়তা নিয়েছি এবং বিভিন্ন ইন্টেলিজেন্সের সহায়তা নিয়ে ঘটনার সঠিক কারণ উদঘাটনের চেষ্টা করছি। আরো কাউকে জিজ্ঞাসাবাদের প্রয়োজন মনে করলে তাদেরও পুলিশি হেফাজতে এনে জিজ্ঞাসাবাদ করা হবে। এদিকে মঙ্গলবার বিকেলে লাশগুলো উদ্ধার করে ময়নাতদন্তের জন্য ২৫০ শয্যা নওগাঁ জেনারেল হাসপাতাল মর্গে পাঠানো হয়। এর আগে সোমবার (২০ এপ্রিল) মধ্যরাতে উপজেলার বাহাদুরপুর ইউনিয়নের বাহাদুরপুর গ্রামের নমির উদ্দিনের ছেলে হাবিবুর রহমান (৩২), হাবিবুরের স্ত্রী পপি সুলতানা (২৫), ছেলে পারভেজ (৯) এবং তিন বছরের মেয়ে সাদিয়া আক্তারকে গলা কেটে হত্যা করা হয়। পুলিশ ও স্থানীয় সূত্রে জানা যায়, ঘটনার রাতে পরিবারের সবাই একসঙ্গে ঘুমিয়েছিলেন। সকালে দীর্ঘ সময় দরজা না খোলায় প্রতিবেশীদের সন্দেহ হয়। পরে দরজা ভেঙে ঘরে প্রবেশ করে চারজনের রক্তাক্ত মরদেহ দেখতে পান তারা। bbox=[898, 1380, 1389, 1537]
body-text: একটি কক্ষে অবস্থান করছিলেন। ফলে একদিকে মায়ের পরীক্ষা, অন্যদিকে সন্তানের যত্ন- দুটোই চলছিল একসঙ্গে। স্থানীয়রা জানান, প্রতিকূলতার মাঝেও লক্ষ্য থেকে না সরে দাঁড়ানোর এই ঘটনা অন্য শিক্ষার্থীদের জন্য বড় শিক্ষা। হাওয়া আক্তারের এই সাহসিকতা দেখিয়ে দেয়- ইচ্ছাশক্তি থাকলে কোনো bbox=[1070, 1164, 1224, 1261]
headline-line: আসছে সম্পত্তির বিরোধ bbox=[984, 1334, 1303, 1375]
section-name: দেশের খবর bbox=[1262, 21, 1359, 46]
